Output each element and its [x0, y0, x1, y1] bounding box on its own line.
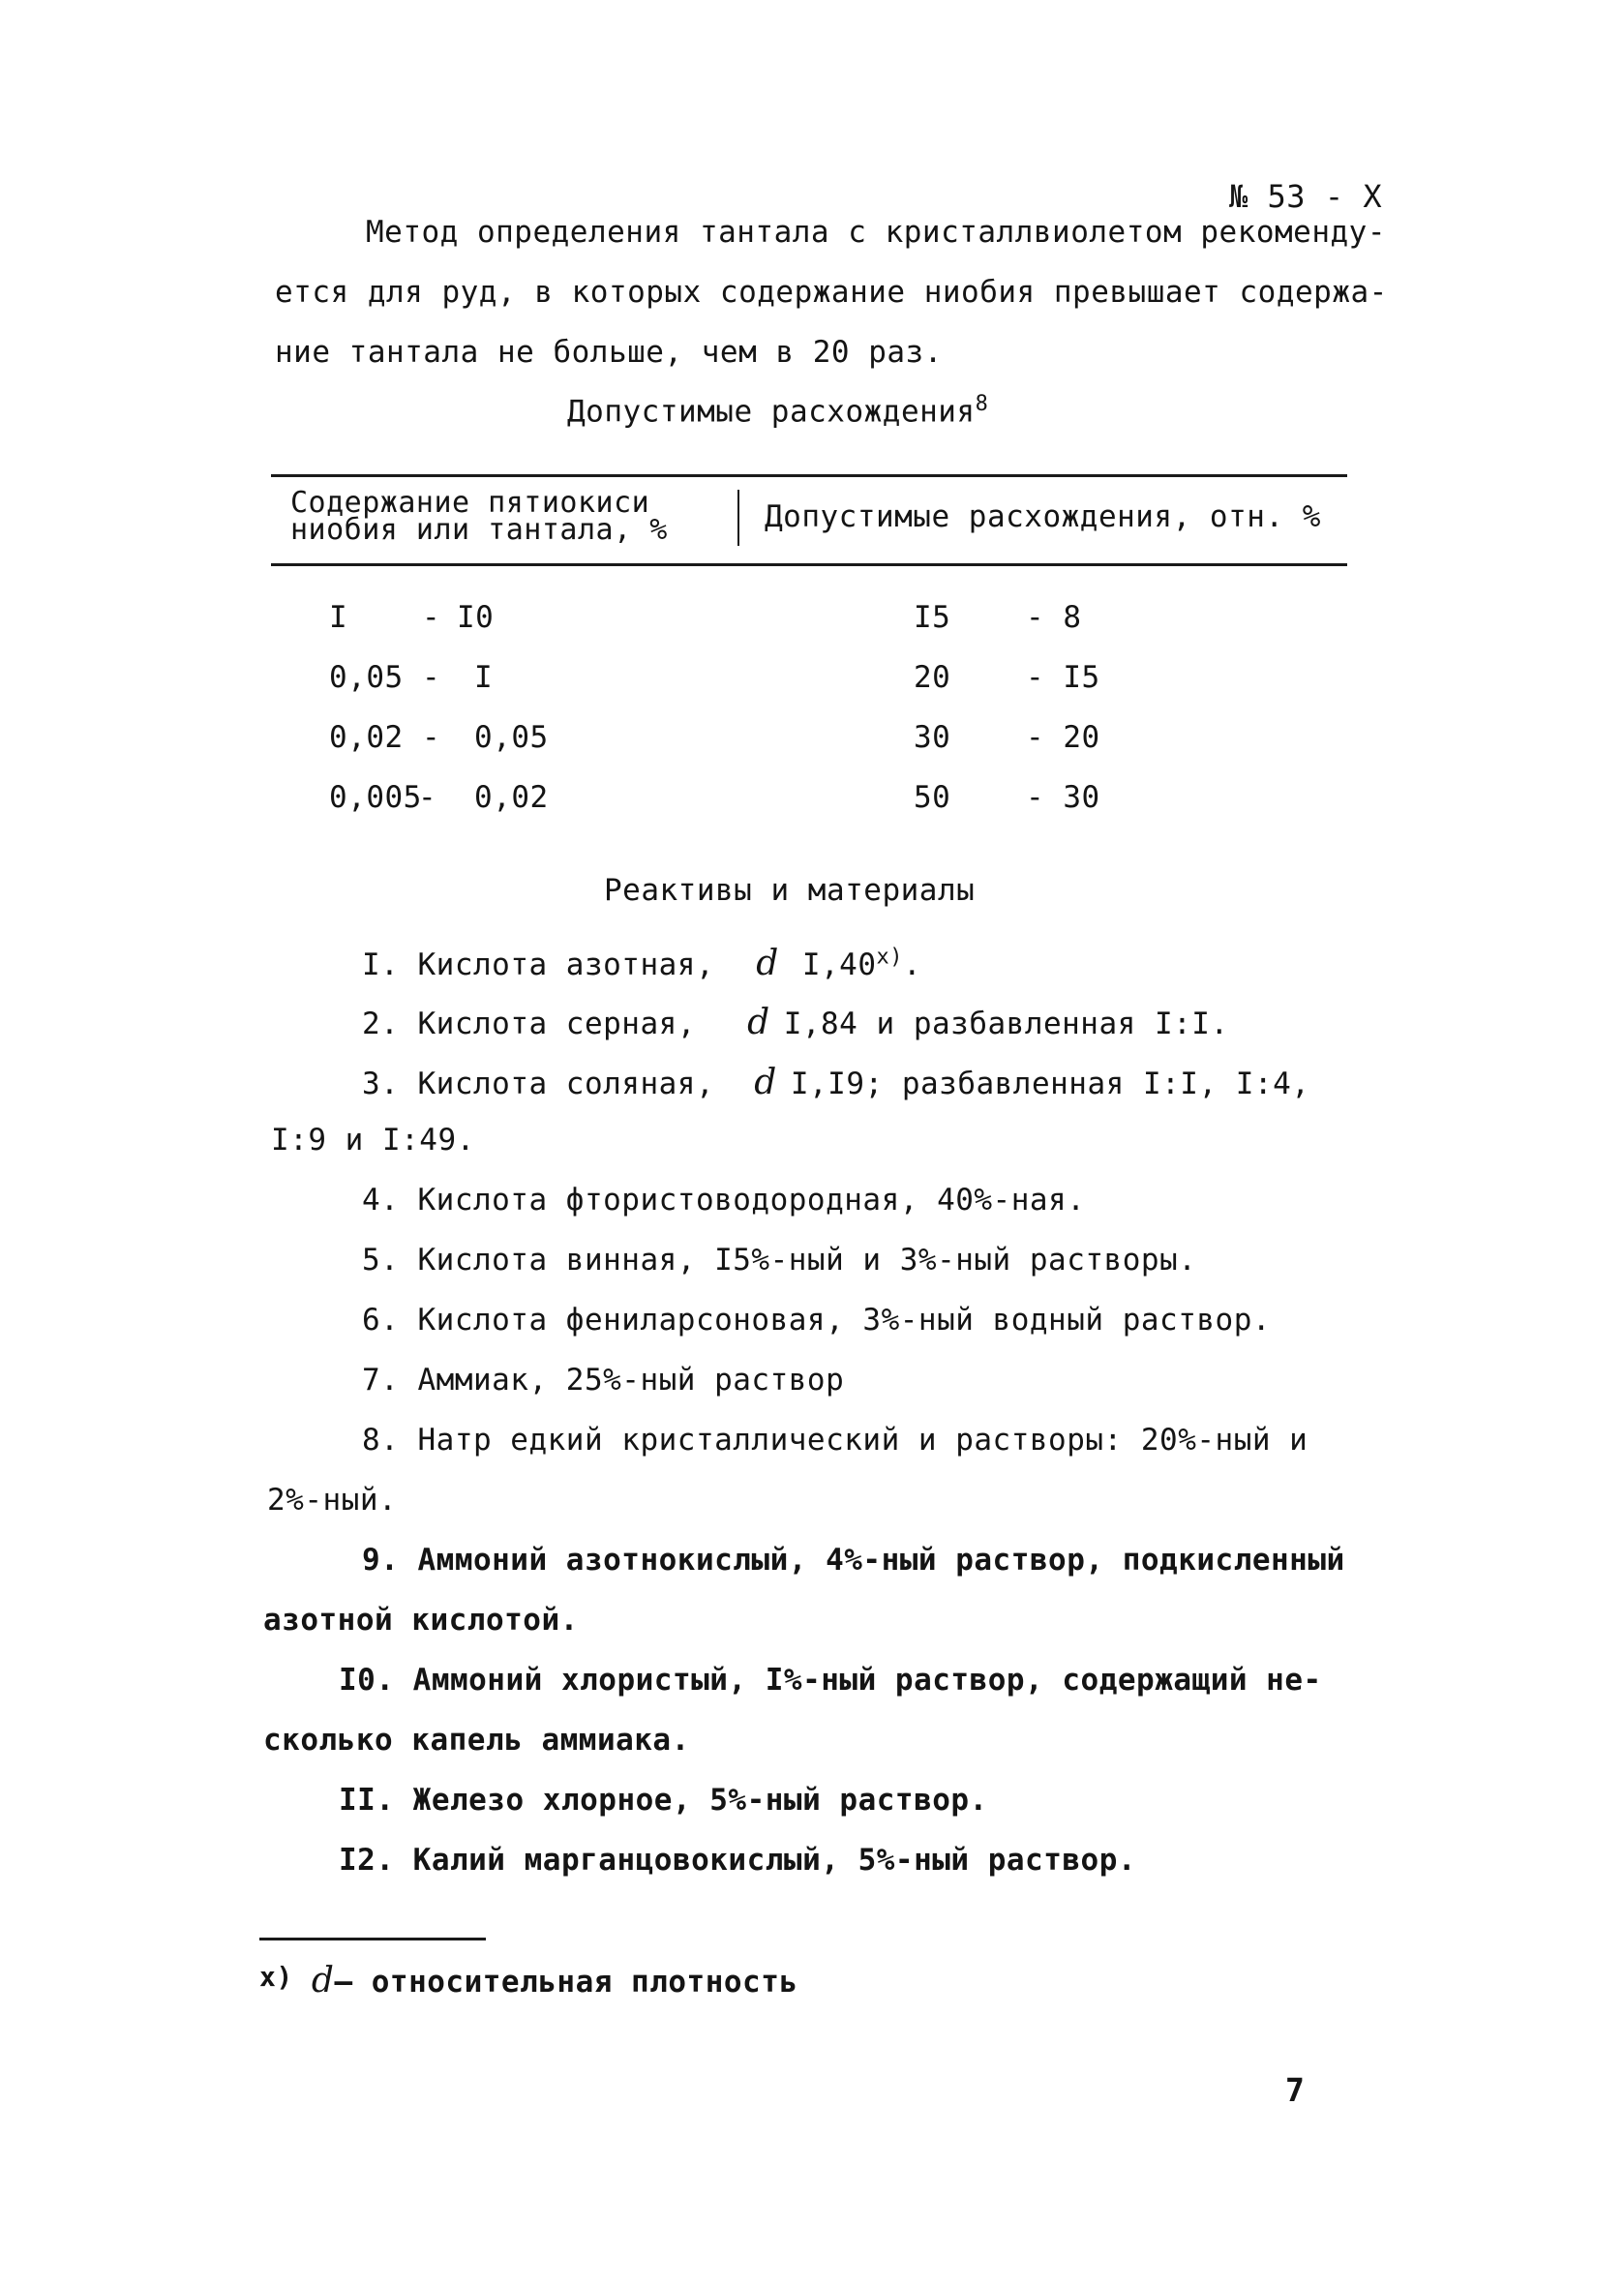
reagent-2-density-symbol: d: [747, 1003, 770, 1042]
reagent-1-value: I,40: [801, 947, 877, 982]
col1-header-line-2: ниобия или тантала, %: [290, 513, 668, 547]
table-caption-sup: 8: [975, 392, 989, 416]
row-3-disc-to: - 20: [1026, 720, 1100, 755]
reagent-10: I0. Аммоний хлористый, I%-ный раствор, содержащий не-: [339, 1663, 1322, 1698]
footnote-rule: [259, 1938, 486, 1940]
row-2-disc-from: 20: [914, 660, 951, 695]
reagent-3: [362, 1063, 1309, 1102]
row-4-to: 0,02: [474, 780, 549, 815]
row-4-disc-to: - 30: [1026, 780, 1100, 815]
intro-line-1: Метод определения тантала с кристаллвиолетом рекоменду-: [366, 215, 1386, 250]
reagent-2: [362, 1003, 1229, 1042]
footnote-marker: x): [259, 1961, 293, 1993]
page-number: 7: [1285, 2071, 1306, 2109]
footnote-text: – относительная плотность: [334, 1965, 798, 2000]
reagent-1-num: I.: [362, 947, 400, 982]
footnote: [259, 1961, 798, 2000]
reagent-9: 9. Аммоний азотнокислый, 4%-ный раствор, подкисленный: [362, 1543, 1345, 1578]
row-2-disc-to: - I5: [1026, 660, 1100, 695]
reagent-3-density-symbol: d: [754, 1063, 777, 1102]
reagent-2-num: 2.: [362, 1007, 400, 1041]
row-3-disc-from: 30: [914, 720, 951, 755]
reagent-1-text: Кислота азотная,: [417, 947, 715, 982]
reagent-7: 7. Аммиак, 25%-ный раствор: [362, 1363, 845, 1398]
row-1-disc-to: - 8: [1026, 600, 1082, 635]
table-column-divider: [737, 490, 739, 546]
page-code: № 53 - X: [1229, 178, 1383, 215]
table-header-rule: [271, 563, 1347, 566]
intro-line-2: ется для руд, в которых содержание ниобия превышает содержа-: [275, 275, 1388, 310]
reagent-5: 5. Кислота винная, I5%-ный и 3%-ный растворы.: [362, 1243, 1197, 1278]
row-1-to: I0: [457, 600, 495, 635]
table-caption-text: Допустимые расхождения: [567, 394, 976, 430]
reagent-9-continuation: азотной кислотой.: [263, 1603, 579, 1638]
reagent-6: 6. Кислота фениларсоновая, 3%-ный водный раствор.: [362, 1303, 1272, 1338]
row-4-from: 0,005: [329, 780, 422, 815]
table-caption: [567, 392, 988, 429]
row-4-disc-from: 50: [914, 780, 951, 815]
reagent-1-footnote-ref: x): [876, 945, 903, 970]
reagent-3-text: Кислота соляная,: [417, 1067, 715, 1101]
reagent-8-continuation: 2%-ный.: [267, 1483, 398, 1518]
row-2-from: 0,05: [329, 660, 404, 695]
row-3-from: 0,02: [329, 720, 404, 755]
intro-line-3: ние тантала не больше, чем в 20 раз.: [275, 335, 943, 370]
row-4-dash: -: [418, 780, 437, 815]
reagent-2-value: I,84 и разбавленная I:I.: [783, 1007, 1229, 1041]
col1-header-line-1: Содержание пятиокиси: [290, 486, 650, 520]
footnote-density-symbol: d: [311, 1961, 335, 2000]
row-3-dash: -: [422, 720, 441, 755]
row-3-to: 0,05: [474, 720, 549, 755]
col2-header: Допустимые расхождения, отн. %: [765, 499, 1321, 534]
row-1-from: I: [329, 600, 348, 635]
reagent-1-density-symbol: d: [756, 944, 779, 983]
reagent-3-value: I,I9; разбавленная I:I, I:4,: [790, 1067, 1310, 1101]
reagent-1-end: .: [903, 947, 922, 982]
reagent-3-num: 3.: [362, 1067, 400, 1101]
reagent-11: II. Железо хлорное, 5%-ный раствор.: [339, 1783, 988, 1818]
reagent-1: [362, 944, 921, 983]
reagent-4: 4. Кислота фтористоводородная, 40%-ная.: [362, 1183, 1086, 1218]
row-1-disc-from: I5: [914, 600, 951, 635]
row-2-dash: -: [422, 660, 441, 695]
row-1-dash: -: [422, 600, 441, 635]
reagent-2-text: Кислота серная,: [417, 1007, 696, 1041]
reagent-12: I2. Калий марганцовокислый, 5%-ный раствор.: [339, 1843, 1137, 1878]
reagent-10-continuation: сколько капель аммиака.: [263, 1723, 690, 1758]
row-2-to: I: [474, 660, 494, 695]
reagents-heading: Реактивы и материалы: [604, 873, 976, 908]
reagent-3-continuation: I:9 и I:49.: [271, 1123, 475, 1158]
table-top-rule: [271, 474, 1347, 477]
reagent-8: 8. Натр едкий кристаллический и растворы: 20%-ный и: [362, 1423, 1308, 1458]
